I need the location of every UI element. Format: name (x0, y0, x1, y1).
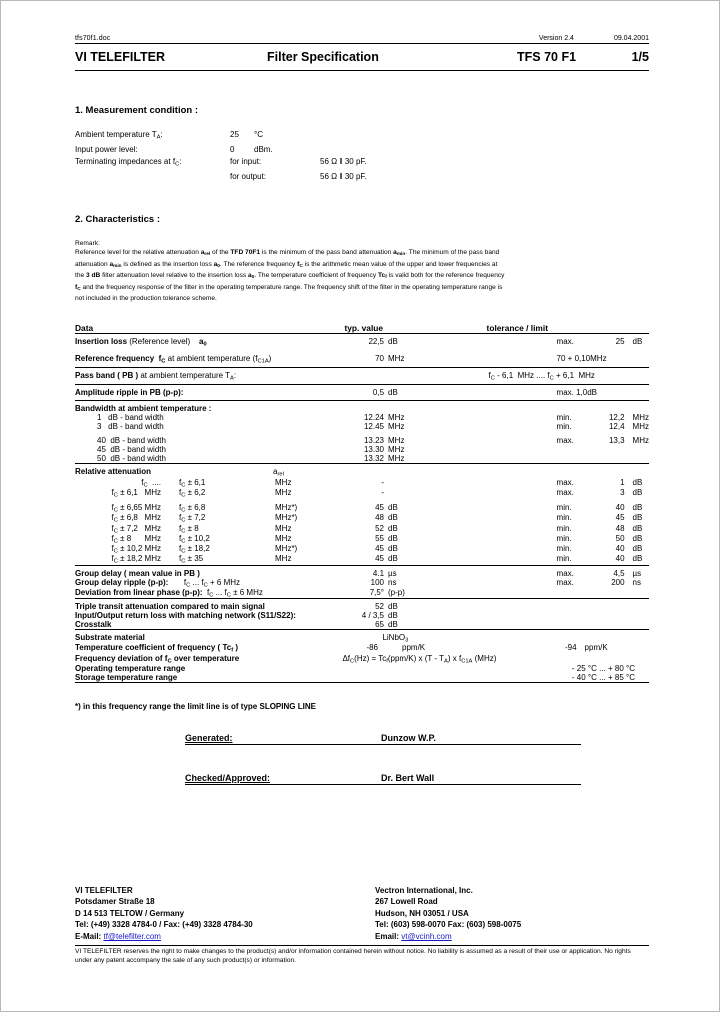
page-footer (75, 885, 649, 965)
ambient-temp-value: 25 (230, 130, 239, 139)
return-loss-typ: 4 / 3,5 (361, 611, 385, 621)
tol-unit: dB (632, 544, 643, 554)
triple-transit-typ: 52 (342, 599, 388, 612)
tol-unit: ppm/K (584, 643, 608, 653)
table-row (75, 445, 649, 454)
rel-att-typ: 52 (375, 523, 385, 533)
table-row (75, 630, 649, 644)
input-power-unit: dBm. (254, 144, 273, 154)
impedance-output-label: for output: (230, 172, 267, 182)
table-row (75, 654, 649, 664)
tol-value: 50 (615, 533, 625, 543)
tol-value: 12,2 (608, 413, 625, 423)
rel-att-tolerance (429, 554, 649, 565)
table-row (75, 401, 649, 414)
checked-approved-name: Dr. Bert Wall (381, 772, 435, 783)
group-delay-label: Group delay ( mean value in PB ) (75, 565, 342, 578)
triple-transit-unit: dB (388, 599, 429, 612)
tcf-tolerance (429, 643, 649, 653)
amplitude-ripple-typ: 0,5 (342, 385, 388, 401)
tol-unit: dB (632, 487, 643, 497)
rel-att-tolerance (429, 488, 649, 498)
rel-att-blank (187, 467, 273, 477)
rel-att-typ: 48 (375, 513, 385, 523)
table-row (75, 565, 649, 578)
remark-line: not included in the production tolerance scheme. (75, 295, 217, 303)
bandwidth-40db-typ: 13.23 (363, 436, 385, 446)
bandwidth-3db-tolerance (429, 422, 649, 431)
tol-unit: dB (632, 477, 643, 487)
table-row (75, 554, 649, 565)
tol-unit: MHz (632, 413, 649, 423)
rel-att-title: Relative attenuation (75, 467, 152, 477)
crosstalk-unit: dB (388, 620, 398, 630)
linear-phase-deviation-unit: (p-p) (388, 587, 405, 597)
doc-date: 09.04.2001 (613, 35, 649, 42)
tol-value: -94 (564, 643, 577, 653)
table-row (75, 664, 649, 673)
rel-att-symbol: $a_{rel}$ (273, 467, 284, 478)
rel-att-tolerance (429, 503, 649, 513)
tol-value: 3 (620, 487, 625, 497)
tol-unit: dB (632, 503, 643, 513)
remark-label: Remark: (75, 239, 100, 247)
bandwidth-45db-typ: 13.30 (363, 445, 385, 455)
bandwidth-50db-label: 50 dB - band width (97, 454, 166, 464)
rel-att-range-label: $f_C \pm 6,65$ MHz $f_C \pm 6,8$ MHz*) (111, 503, 298, 514)
footer-company-name: Vectron International, Inc. (375, 886, 473, 895)
tol-value: 40 (615, 544, 625, 554)
tol-value: 45 (615, 513, 625, 523)
input-power-value: 0 (230, 144, 235, 154)
page-header-title-bar (75, 44, 649, 71)
freq-deviation-formula: $\Delta f_C(Hz) = Tc_f(ppm/K)$ x $(T - T_A)$ x $f_{C1A}$ (MHz) (342, 653, 497, 664)
bandwidth-1db-typ: 12.24 (363, 413, 385, 423)
page-header-meta (75, 35, 649, 44)
rel-att-range-label: $f_C \pm 18,2$ MHz $f_C \pm 35$ MHz (111, 554, 292, 565)
rel-att-unit: dB (388, 544, 398, 554)
tol-unit: dB (632, 513, 643, 523)
document-title: Filter Specification (267, 50, 379, 64)
part-number: TFS 70 F1 (517, 50, 577, 64)
tol-value: 200 (611, 577, 625, 587)
group-delay-tolerance (429, 565, 649, 578)
footer-columns (75, 885, 649, 942)
footer-street: Potsdamer Straße 18 (75, 897, 155, 907)
insertion-loss-unit: dB (388, 334, 429, 351)
tol-prefix: min. (556, 422, 572, 432)
page-content (75, 35, 649, 785)
reference-frequency-tolerance: 70 + 0,10MHz (556, 353, 607, 363)
remark-line: attenuation $a_{min}$ is defined as the insertion loss $a_0$. The reference frequency $f_C$ is the arithmetic mean value of the upper and lower frequencies at (75, 260, 498, 269)
ambient-temp-label: Ambient temperature $T_A$: (75, 130, 163, 141)
table-row (75, 436, 649, 445)
table-row (75, 524, 649, 534)
crosstalk-typ: 65 (375, 620, 385, 630)
signature-block (75, 733, 649, 785)
table-row (75, 385, 649, 401)
amplitude-ripple-tolerance: max. 1,0dB (429, 385, 649, 401)
measurement-row (75, 156, 649, 171)
pass-band-typ (342, 368, 388, 385)
col-header-spacer (388, 323, 429, 334)
rel-att-range-label: $f_C$ .... $f_C \pm 6,1$ MHz (141, 477, 292, 488)
footer-email-row (375, 931, 649, 942)
impedance-output-value: 56 Ω ‖ 30 pF. (320, 172, 367, 182)
signature-checked (185, 773, 581, 785)
bandwidth-header: Bandwidth at ambient temperature : (75, 401, 342, 414)
bandwidth-50db-unit: MHz (388, 454, 405, 464)
table-row (75, 513, 649, 523)
tol-prefix: max. (556, 436, 574, 446)
rel-att-typ: 45 (375, 503, 385, 513)
linear-phase-deviation-typ: 7,5° (369, 587, 385, 597)
footer-email-label: E-Mail: (75, 931, 102, 941)
table-row (75, 588, 649, 599)
measurement-conditions-list (75, 129, 649, 184)
footer-address-usa (375, 885, 649, 942)
col-header-data: Data (75, 323, 94, 334)
bandwidth-1db-unit: MHz (388, 413, 405, 423)
tol-unit: dB (632, 533, 643, 543)
bandwidth-1db-label: 1 dB - band width (97, 413, 164, 423)
terminating-impedance-label: Terminating impedances at $f_C$: (75, 157, 182, 168)
table-row (75, 599, 649, 612)
bandwidth-3db-label: 3 dB - band width (97, 422, 164, 432)
tol-value: 25 (615, 337, 625, 347)
bandwidth-40db-tolerance (429, 436, 649, 445)
relative-attenuation-header (75, 464, 342, 478)
tol-prefix: max. (556, 477, 574, 487)
rel-att-tolerance (429, 478, 649, 488)
tol-prefix: min. (556, 554, 572, 564)
rel-att-range-label: $f_C \pm 10,2$ MHz $f_C \pm 18,2$ MHz*) (111, 544, 298, 555)
group-delay-ripple-tolerance (429, 578, 649, 588)
page-number: 1/5 (631, 50, 649, 64)
bandwidth-40db-unit: MHz (388, 436, 405, 446)
tcf-typ: -86 (366, 643, 378, 653)
amplitude-ripple-label: Amplitude ripple in PB (p-p): (75, 385, 342, 401)
crosstalk-label: Crosstalk (75, 620, 112, 630)
doc-filename: tfs70f1.doc (75, 35, 111, 42)
storage-temp-label: Storage temperature range (75, 672, 178, 682)
footer-phone: Tel: (603) 598-0070 Fax: (603) 598-0075 (375, 920, 522, 930)
rel-att-tolerance (429, 524, 649, 534)
tol-unit: dB (632, 337, 643, 347)
footer-email-link[interactable]: tf@telefilter.com (103, 931, 161, 941)
remark-line: the 3 dB filter attenuation level relative to the insertion loss $a_0$. The temperature coefficient of frequency $Tc_f$ is valid both for the reference frequency (75, 272, 505, 281)
operating-temp-label: Operating temperature range (75, 663, 186, 673)
rel-att-typ: - (381, 487, 385, 497)
bandwidth-45db-label: 45 dB - band width (97, 445, 166, 455)
crosstalk-tolerance (429, 620, 649, 630)
tol-unit: dB (632, 554, 643, 564)
table-row (75, 534, 649, 544)
rel-att-typ: 55 (375, 533, 385, 543)
footer-email-row (75, 931, 375, 942)
bandwidth-header-typ (342, 401, 388, 414)
table-row (75, 578, 649, 588)
group-delay-ripple-unit: ns (388, 577, 397, 587)
sloping-line-footnote: *) in this frequency range the limit line is of type SLOPING LINE (75, 701, 316, 711)
tol-prefix: min. (556, 503, 572, 513)
table-bottom-rule (75, 682, 649, 684)
tol-value: 40 (615, 503, 625, 513)
insertion-loss-label: Insertion loss (Reference level) $a_0$ (75, 334, 342, 351)
rel-att-unit (388, 478, 429, 488)
group-delay-ripple-label: Group delay ripple (p-p): $f_C$ ... $f_C + 6$ MHz (75, 577, 241, 588)
linear-phase-deviation-tolerance (429, 588, 649, 599)
remark-line: $f_C$ and the frequency response of the filter in the operating temperature range. The frequency shift of the filter in the operating temperature range is (75, 283, 503, 292)
group-delay-ripple-typ: 100 (370, 577, 385, 587)
reference-frequency-typ: 70 (375, 353, 385, 363)
rel-att-tolerance (429, 513, 649, 523)
table-row (75, 413, 649, 422)
impedance-input-value: 56 Ω ‖ 30 pF. (320, 157, 367, 167)
storage-temp-value: - 40 °C ... + 85 °C (571, 672, 635, 682)
tol-prefix: min. (556, 513, 572, 523)
footer-company-name: VI TELEFILTER (75, 886, 133, 895)
tol-prefix: min. (556, 523, 572, 533)
bandwidth-50db-typ: 13.32 (363, 454, 385, 464)
rule-cell (75, 682, 649, 684)
bandwidth-40db-label: 40 dB - band width (97, 436, 166, 446)
rel-att-typ: 45 (375, 544, 385, 554)
bandwidth-3db-unit: MHz (388, 422, 405, 432)
tol-value: 48 (615, 523, 625, 533)
return-loss-unit: dB (388, 611, 398, 621)
doc-version: Version 2.4 (538, 35, 574, 42)
table-row (75, 611, 649, 620)
rel-att-unit: dB (388, 523, 398, 533)
tol-prefix: max. (556, 337, 574, 347)
table-row (75, 544, 649, 554)
tol-prefix: min. (556, 544, 572, 554)
tol-prefix: max. (556, 487, 574, 497)
footer-city: D 14 513 TELTOW / Germany (75, 908, 185, 918)
tol-unit: MHz (632, 422, 649, 432)
tol-prefix: min. (556, 413, 572, 423)
signature-spacer (185, 745, 649, 773)
tol-unit: MHz (632, 436, 649, 446)
reference-frequency-label: Reference frequency $f_C$ at ambient temperature $(f_{C1A})$ (75, 353, 272, 364)
tol-value: 4,5 (613, 568, 625, 578)
table-row (75, 454, 649, 464)
generated-name: Dunzow W.P. (381, 732, 436, 743)
footer-city: Hudson, NH 03051 / USA (375, 908, 469, 918)
rel-att-typ: 45 (375, 554, 385, 564)
substrate-material-label: Substrate material (75, 630, 342, 644)
specification-table (75, 323, 649, 684)
insertion-loss-tolerance (429, 334, 649, 351)
rel-att-tolerance (429, 544, 649, 554)
table-row (75, 643, 649, 653)
triple-transit-tolerance (429, 599, 649, 612)
table-row (75, 478, 649, 488)
linear-phase-deviation-label: Deviation from linear phase (p-p): $f_C$ ... $f_C \pm 6$ MHz (75, 587, 263, 599)
rel-att-unit: dB (388, 503, 398, 513)
measurement-row (75, 144, 649, 157)
operating-temp-value: - 25 °C ... + 80 °C (571, 663, 635, 673)
table-row (75, 368, 649, 385)
bandwidth-45db-tolerance (429, 445, 649, 454)
tol-value: 40 (615, 554, 625, 564)
pass-band-label: Pass band ( PB ) at ambient temperature $T_A$: (75, 368, 342, 385)
table-row (75, 673, 649, 683)
table-row (75, 422, 649, 431)
section-2-heading: 2. Characteristics : (75, 213, 161, 225)
rel-att-header-typ (342, 464, 388, 478)
table-row (75, 464, 649, 478)
insertion-loss-typ: 22,5 (342, 334, 388, 351)
col-header-typ: typ. value (344, 323, 384, 334)
return-loss-tolerance (429, 611, 649, 620)
tcf-label: Temperature coefficient of frequency ( $Tc_f$ ) (75, 643, 238, 654)
rel-att-unit: dB (388, 554, 398, 564)
rel-att-range-label: $f_C \pm 8$ MHz $f_C \pm 10,2$ MHz (111, 533, 292, 545)
measurement-row (75, 129, 649, 144)
bandwidth-50db-tolerance (429, 454, 649, 464)
rel-att-unit: dB (388, 513, 398, 523)
footer-phone: Tel: (+49) 3328 4784-0 / Fax: (+49) 3328 4784-30 (75, 920, 253, 930)
amplitude-ripple-unit: dB (388, 385, 429, 401)
col-header-tolerance: tolerance / limit (486, 323, 548, 334)
spacer (75, 171, 230, 184)
tol-unit: dB (632, 523, 643, 533)
section-1-heading: 1. Measurement condition : (75, 105, 198, 116)
rel-att-range-label: $f_C \pm 6,1$ MHz $f_C \pm 6,2$ MHz (111, 487, 292, 499)
table-row (75, 620, 649, 630)
remark-line: Reference level for the relative attenuation $a_{rel}$ of the TFD 70F1 is the minimum of the pass band attenuation $a_{min}$. The minimum of the pass band (75, 249, 500, 258)
tol-unit: µs (632, 568, 642, 578)
measurement-row (75, 171, 649, 184)
table-row (75, 351, 649, 368)
company-name: VI TELEFILTER (75, 50, 166, 64)
footer-street: 267 Lowell Road (375, 897, 438, 907)
bandwidth-45db-unit: MHz (388, 445, 405, 455)
footer-email-link[interactable]: vt@vcinh.com (401, 931, 452, 941)
rel-att-header-unit (388, 464, 429, 478)
rel-att-typ: - (381, 477, 385, 487)
rel-att-unit: dB (388, 533, 398, 543)
rel-att-header-tol (429, 464, 649, 478)
ambient-temp-unit: °C (254, 130, 263, 139)
input-power-label: Input power level: (75, 144, 138, 154)
rel-att-range-label: $f_C \pm 7,2$ MHz $f_C \pm 8$ MHz (111, 523, 292, 534)
footer-address-germany (75, 885, 375, 942)
table-row (75, 334, 649, 351)
footer-email-label: Email: (375, 931, 400, 941)
freq-deviation-label: Frequency deviation of $f_C$ over temperature (75, 653, 240, 664)
group-delay-typ: 4.1 (342, 565, 388, 578)
table-header-row (75, 323, 649, 334)
tcf-unit: ppm/K (402, 643, 426, 653)
group-delay-unit: µs (388, 565, 429, 578)
tol-prefix: max. (556, 577, 574, 587)
signature-generated (185, 733, 581, 745)
substrate-material-value: LiNbO$_3$ (342, 630, 649, 644)
tol-value: 13,3 (608, 436, 625, 446)
bandwidth-header-tol (429, 401, 649, 414)
legal-disclaimer: VI TELEFILTER reserves the right to make changes to the product(s) and/or information contained herein without notice. No liability is assumed as a result of their use or application. No rights under any patent accompany the sale of any such product(s) or information. (75, 945, 649, 965)
generated-label: Generated: (185, 732, 233, 743)
tol-value: 12,4 (608, 422, 625, 432)
bandwidth-1db-tolerance (429, 413, 649, 422)
pass-band-range: $f_C - 6,1$ MHz .... $f_C + 6,1$ MHz (429, 368, 649, 385)
bandwidth-header-unit (388, 401, 429, 414)
tol-prefix: min. (556, 533, 572, 543)
triple-transit-label: Triple transit attenuation compared to main signal (75, 599, 342, 612)
return-loss-label: Input/Output return loss with matching network (S11/S22): (75, 611, 296, 621)
table-row (75, 503, 649, 513)
table-row (75, 488, 649, 498)
pass-band-unit (388, 368, 429, 385)
reference-frequency-unit: MHz (388, 353, 405, 363)
tol-value: 1 (620, 477, 625, 487)
bandwidth-3db-typ: 12.45 (363, 422, 385, 432)
remark-block (75, 239, 649, 304)
rel-att-tolerance (429, 534, 649, 544)
impedance-input-label: for input: (230, 157, 262, 167)
checked-approved-label: Checked/Approved: (185, 772, 271, 783)
rel-att-unit (388, 488, 429, 498)
tol-prefix: max. (556, 568, 574, 578)
rel-att-range-label: $f_C \pm 6,8$ MHz $f_C \pm 7,2$ MHz*) (111, 513, 298, 524)
tol-unit: ns (632, 577, 641, 587)
